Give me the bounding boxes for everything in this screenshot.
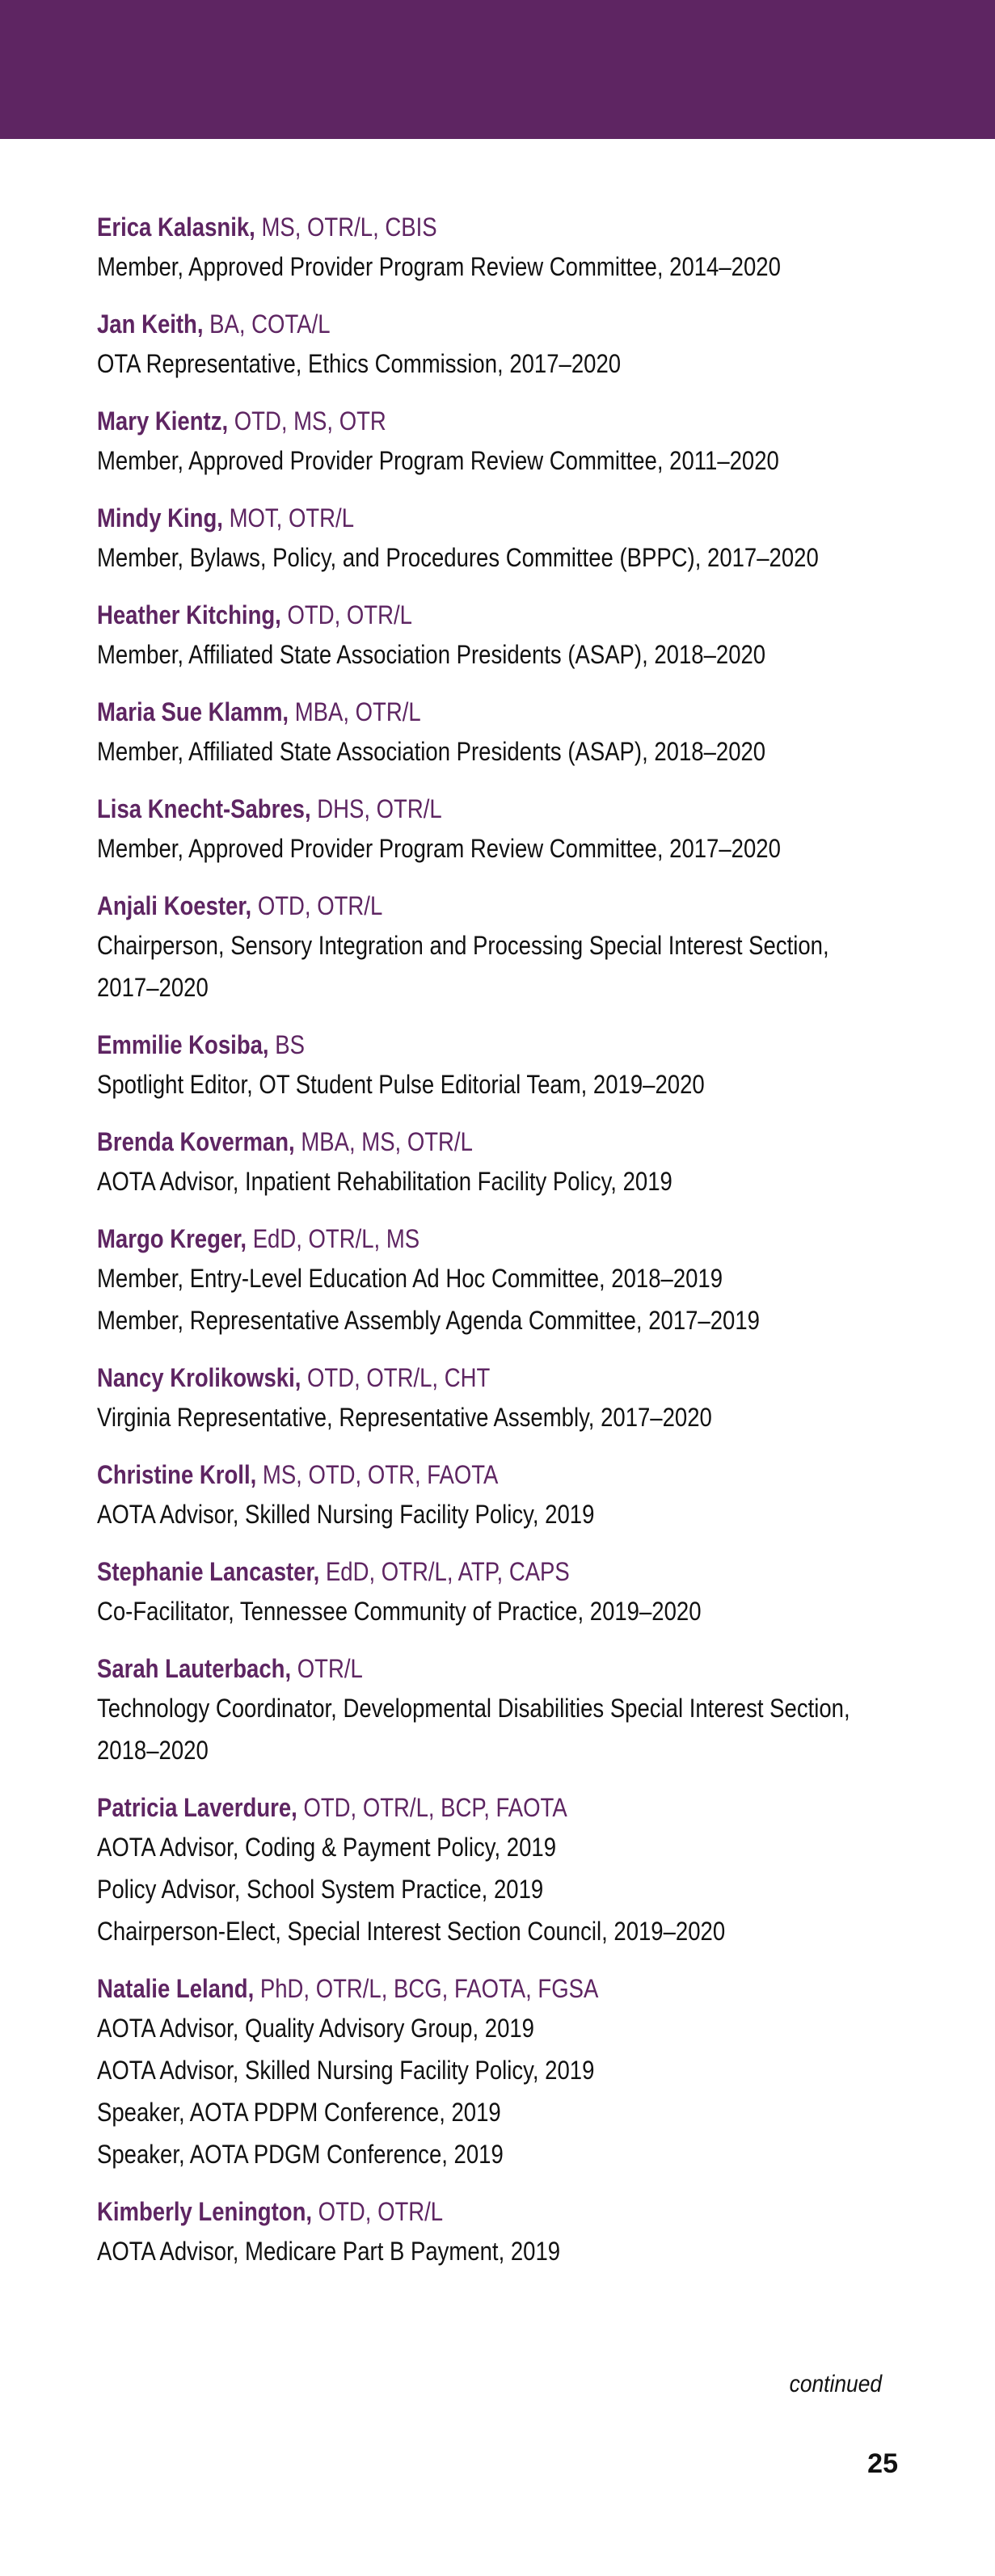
roster-entry xyxy=(97,596,905,676)
person-credentials: MBA, OTR/L xyxy=(294,697,421,726)
role-line: Member, Entry-Level Education Ad Hoc Committee, 2018–2019 xyxy=(97,1264,723,1293)
entry-name-line xyxy=(97,1650,792,1687)
entry-name-line xyxy=(97,1359,792,1396)
page-number: 25 xyxy=(867,2448,898,2479)
entry-name-line xyxy=(97,1553,792,1590)
role-line: AOTA Advisor, Quality Advisory Group, 2019 xyxy=(97,2014,534,2043)
role-line: Speaker, AOTA PDPM Conference, 2019 xyxy=(97,2098,501,2127)
entry-name-line xyxy=(97,1789,792,1826)
role-line: AOTA Advisor, Skilled Nursing Facility Policy, 2019 xyxy=(97,1500,595,1529)
person-credentials: MOT, OTR/L xyxy=(229,503,354,532)
role-line: Policy Advisor, School System Practice, 2019 xyxy=(97,1875,544,1904)
role-line: Technology Coordinator, Developmental Disabilities Special Interest Section, xyxy=(97,1694,850,1723)
person-name: Brenda Koverman, xyxy=(97,1127,295,1156)
person-credentials: PhD, OTR/L, BCG, FAOTA, FGSA xyxy=(259,1974,599,2003)
person-name: Heather Kitching, xyxy=(97,600,281,629)
role-line: Member, Approved Provider Program Review Committee, 2017–2020 xyxy=(97,834,781,863)
entry-name-line xyxy=(97,499,792,537)
role-line: AOTA Advisor, Skilled Nursing Facility Policy, 2019 xyxy=(97,2056,595,2085)
roster-entry xyxy=(97,1970,905,2175)
person-credentials: OTD, OTR/L xyxy=(257,891,383,920)
person-credentials: OTR/L xyxy=(297,1654,363,1683)
entry-name-line xyxy=(97,693,792,730)
roster-entry xyxy=(97,305,905,385)
person-name: Mindy King, xyxy=(97,503,223,532)
entry-name-line xyxy=(97,790,792,827)
roster-entry xyxy=(97,887,905,1008)
role-line: Member, Bylaws, Policy, and Procedures Committee (BPPC), 2017–2020 xyxy=(97,543,819,572)
person-name: Anjali Koester, xyxy=(97,891,252,920)
person-credentials: MS, OTD, OTR, FAOTA xyxy=(262,1460,499,1489)
entry-name-line xyxy=(97,596,792,633)
continued-label: continued xyxy=(789,2371,882,2397)
roster-entry xyxy=(97,1553,905,1632)
person-credentials: MS, OTR/L, CBIS xyxy=(261,213,437,242)
role-line: 2018–2020 xyxy=(97,1736,209,1765)
person-name: Christine Kroll, xyxy=(97,1460,257,1489)
role-line: Chairperson-Elect, Special Interest Section Council, 2019–2020 xyxy=(97,1917,726,1946)
entry-name-line xyxy=(97,208,792,246)
entry-name-line xyxy=(97,305,792,343)
roster-entry xyxy=(97,1359,905,1438)
role-line: Spotlight Editor, OT Student Pulse Editorial Team, 2019–2020 xyxy=(97,1070,705,1099)
role-line: Virginia Representative, Representative Assembly, 2017–2020 xyxy=(97,1403,712,1432)
person-name: Maria Sue Klamm, xyxy=(97,697,289,726)
roster-entry xyxy=(97,2193,905,2272)
role-line: OTA Representative, Ethics Commission, 2017–2020 xyxy=(97,349,622,378)
entry-name-line xyxy=(97,1123,792,1160)
role-line: Speaker, AOTA PDGM Conference, 2019 xyxy=(97,2140,504,2169)
role-line: AOTA Advisor, Medicare Part B Payment, 2019 xyxy=(97,2237,561,2266)
person-name: Stephanie Lancaster, xyxy=(97,1557,320,1586)
person-credentials: MBA, MS, OTR/L xyxy=(301,1127,473,1156)
person-name: Sarah Lauterbach, xyxy=(97,1654,292,1683)
person-credentials: EdD, OTR/L, ATP, CAPS xyxy=(325,1557,570,1586)
person-name: Lisa Knecht-Sabres, xyxy=(97,794,311,823)
role-line: Member, Affiliated State Association Presidents (ASAP), 2018–2020 xyxy=(97,640,766,669)
entry-name-line xyxy=(97,1220,792,1257)
roster-entry xyxy=(97,1789,905,1952)
role-line: Member, Approved Provider Program Review Committee, 2011–2020 xyxy=(97,446,779,475)
person-credentials: OTD, MS, OTR xyxy=(234,406,386,436)
person-name: Patricia Laverdure, xyxy=(97,1793,297,1822)
header-banner xyxy=(0,0,995,139)
person-credentials: OTD, OTR/L xyxy=(318,2197,444,2226)
person-name: Mary Kientz, xyxy=(97,406,229,436)
person-name: Emmilie Kosiba, xyxy=(97,1030,269,1059)
person-name: Erica Kalasnik, xyxy=(97,213,255,242)
entry-name-line xyxy=(97,2193,792,2230)
entry-name-line xyxy=(97,887,792,924)
entry-name-line xyxy=(97,402,792,440)
roster-entry xyxy=(97,1220,905,1341)
roster-entry xyxy=(97,1026,905,1105)
roster-entry xyxy=(97,790,905,869)
person-credentials: OTD, OTR/L, BCP, FAOTA xyxy=(303,1793,567,1822)
roster-entry xyxy=(97,693,905,772)
role-line: AOTA Advisor, Inpatient Rehabilitation Facility Policy, 2019 xyxy=(97,1167,672,1196)
person-name: Natalie Leland, xyxy=(97,1974,255,2003)
role-line: Co-Facilitator, Tennessee Community of Practice, 2019–2020 xyxy=(97,1597,702,1626)
entry-name-line xyxy=(97,1456,792,1493)
person-credentials: OTD, OTR/L xyxy=(287,600,412,629)
person-credentials: BA, COTA/L xyxy=(209,309,331,339)
roster-entry xyxy=(97,208,905,288)
person-credentials: BS xyxy=(275,1030,305,1059)
role-line: Member, Affiliated State Association Presidents (ASAP), 2018–2020 xyxy=(97,737,766,766)
roster-entry xyxy=(97,1456,905,1535)
roster-list xyxy=(97,208,905,2290)
person-name: Nancy Krolikowski, xyxy=(97,1363,301,1392)
person-credentials: OTD, OTR/L, CHT xyxy=(307,1363,491,1392)
person-name: Kimberly Lenington, xyxy=(97,2197,313,2226)
role-line: Chairperson, Sensory Integration and Processing Special Interest Section, xyxy=(97,931,829,960)
role-line: Member, Approved Provider Program Review Committee, 2014–2020 xyxy=(97,252,781,281)
entry-name-line xyxy=(97,1970,792,2007)
roster-entry xyxy=(97,499,905,579)
person-name: Jan Keith, xyxy=(97,309,204,339)
entry-name-line xyxy=(97,1026,792,1063)
roster-entry xyxy=(97,402,905,482)
person-name: Margo Kreger, xyxy=(97,1224,247,1253)
person-credentials: EdD, OTR/L, MS xyxy=(252,1224,420,1253)
role-line: Member, Representative Assembly Agenda Committee, 2017–2019 xyxy=(97,1306,760,1335)
roster-entry xyxy=(97,1650,905,1771)
role-line: AOTA Advisor, Coding & Payment Policy, 2019 xyxy=(97,1833,557,1862)
role-line: 2017–2020 xyxy=(97,973,209,1002)
person-credentials: DHS, OTR/L xyxy=(317,794,442,823)
roster-entry xyxy=(97,1123,905,1202)
